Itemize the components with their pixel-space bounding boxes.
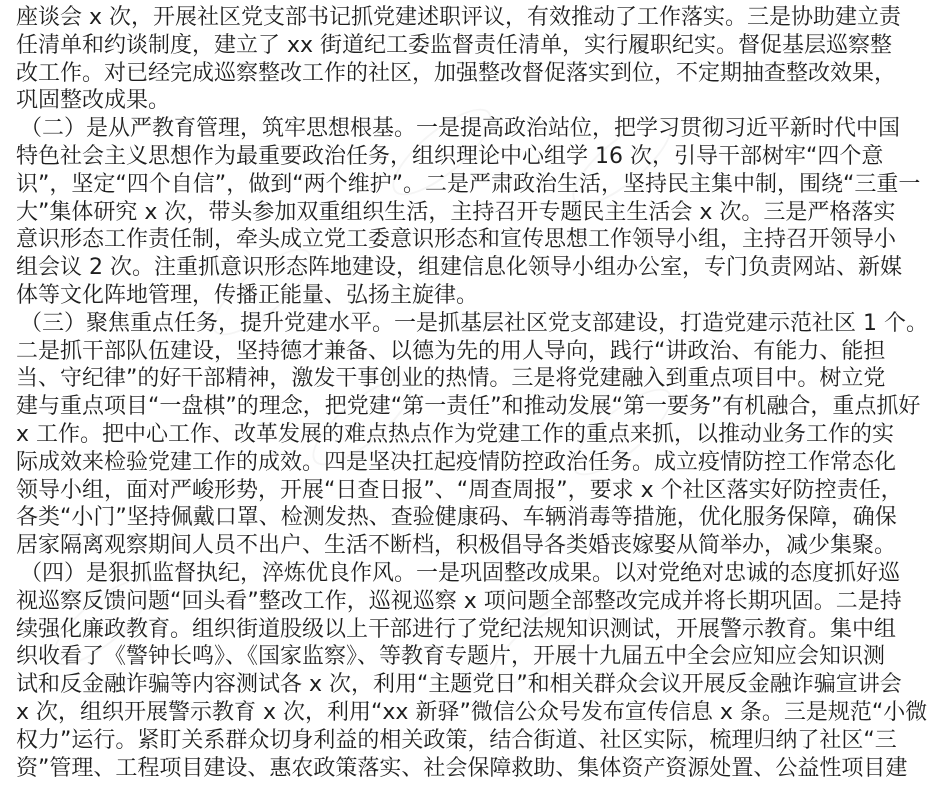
text-line: 特色社会主义思想作为最重要政治任务，组织理论中心组学 16 次，引导干部树牢“四个意 xyxy=(16,143,884,169)
text-line: 当、守纪律”的好干部精神，激发干事创业的热情。三是将党建融入到重点项目中。树立党 xyxy=(16,366,886,392)
text-line: 巩固整改成果。 xyxy=(16,88,171,114)
text-line: x 工作。把中心工作、改革发展的难点热点作为党建工作的重点来抓，以推动业务工作的实 xyxy=(16,421,895,447)
section-heading-line: （四）是狠抓监督执纪，淬炼优良作风。一是巩固整改成果。以对党绝对忠诚的态度抓好巡 xyxy=(20,560,901,586)
text-line: 续强化廉政教育。组织街道股级以上干部进行了党纪法规知识测试，开展警示教育。集中组 xyxy=(16,616,897,642)
text-line: x 次，组织开展警示教育 x 次，利用“xx 新驿”微信公众号发布宣传信息 x 条。三是规范“小微 xyxy=(16,699,928,725)
section-heading-line: （三）聚焦重点任务，提升党建水平。一是抓基层社区党支部建设，打造党建示范社区 1 个。 xyxy=(20,310,928,336)
text-line: 各类“小门”坚持佩戴口罩、检测发热、查验健康码、车辆消毒等措施，优化服务保障，确保 xyxy=(16,505,897,531)
text-line: 体等文化阵地管理，传播正能量、弘扬主旋律。 xyxy=(16,282,479,308)
text-line: 二是抓干部队伍建设，坚持德才兼备、以德为先的用人导向，践行“讲政治、有能力、能担 xyxy=(16,338,886,364)
text-line: 权力”运行。紧盯关系群众切身利益的相关政策，结合街道、社区实际，梳理归纳了社区“三 xyxy=(16,727,897,753)
document-body xyxy=(16,4,928,782)
section-heading-line: （二）是从严教育管理，筑牢思想根基。一是提高政治站位，把学习贯彻习近平新时代中国 xyxy=(20,116,901,142)
text-line: 意识形态工作责任制，牵头成立党工委意识形态和宣传思想工作领导小组，主持召开领导小 xyxy=(16,227,897,253)
text-line: 领导小组，面对严峻形势，开展“日查日报”、“周查周报”，要求 x 个社区落实好防控责任， xyxy=(16,477,903,503)
text-line: 视巡察反馈问题“回头看”整改工作，巡视巡察 x 项问题全部整改完成并将长期巩固。二是持 xyxy=(16,588,902,614)
text-line: 际成效来检验党建工作的成效。四是坚决扛起疫情防控政治任务。成立疫情防控工作常态化 xyxy=(16,449,897,475)
text-line: 任清单和约谈制度，建立了 xx 街道纪工委监督责任清单，实行履职纪实。督促基层巡察整 xyxy=(16,32,893,58)
text-line: 识”，坚定“四个自信”，做到“两个维护”。二是严肃政治生活，坚持民主集中制，围绕“三重一 xyxy=(16,171,921,197)
text-line: 试和反金融诈骗等内容测试各 x 次，利用“主题党日”和相关群众会议开展反金融诈骗宣讲会 xyxy=(16,672,902,698)
text-line: 居家隔离观察期间人员不出户、生活不断档，积极倡导各类婚丧嫁娶从简举办，减少集聚。 xyxy=(16,533,897,559)
text-line: 大”集体研究 x 次，带头参加双重组织生活，主持召开专题民主生活会 x 次。三是严格落实 xyxy=(16,199,896,225)
text-line: 改工作。对已经完成巡察整改工作的社区，加强整改督促落实到位，不定期抽查整改效果， xyxy=(16,60,897,86)
text-line: 织收看了《警钟长鸣》、《国家监察》、等教育专题片，开展十九届五中全会应知应会知识测 xyxy=(16,644,886,670)
text-line: 组会议 2 次。注重抓意识形态阵地建设，组建信息化领导小组办公室，专门负责网站、新媒 xyxy=(16,255,902,281)
text-line: 资”管理、工程项目建设、惠农政策落实、社会保障救助、集体资产资源处置、公益性项目建 xyxy=(16,755,908,781)
text-line: 座谈会 x 次，开展社区党支部书记抓党建述职评议，有效推动了工作落实。三是协助建立责 xyxy=(16,5,902,30)
text-line: 建与重点项目“一盘棋”的理念，把党建“第一责任”和推动发展“第一要务”有机融合，重点抓好 xyxy=(16,394,921,420)
